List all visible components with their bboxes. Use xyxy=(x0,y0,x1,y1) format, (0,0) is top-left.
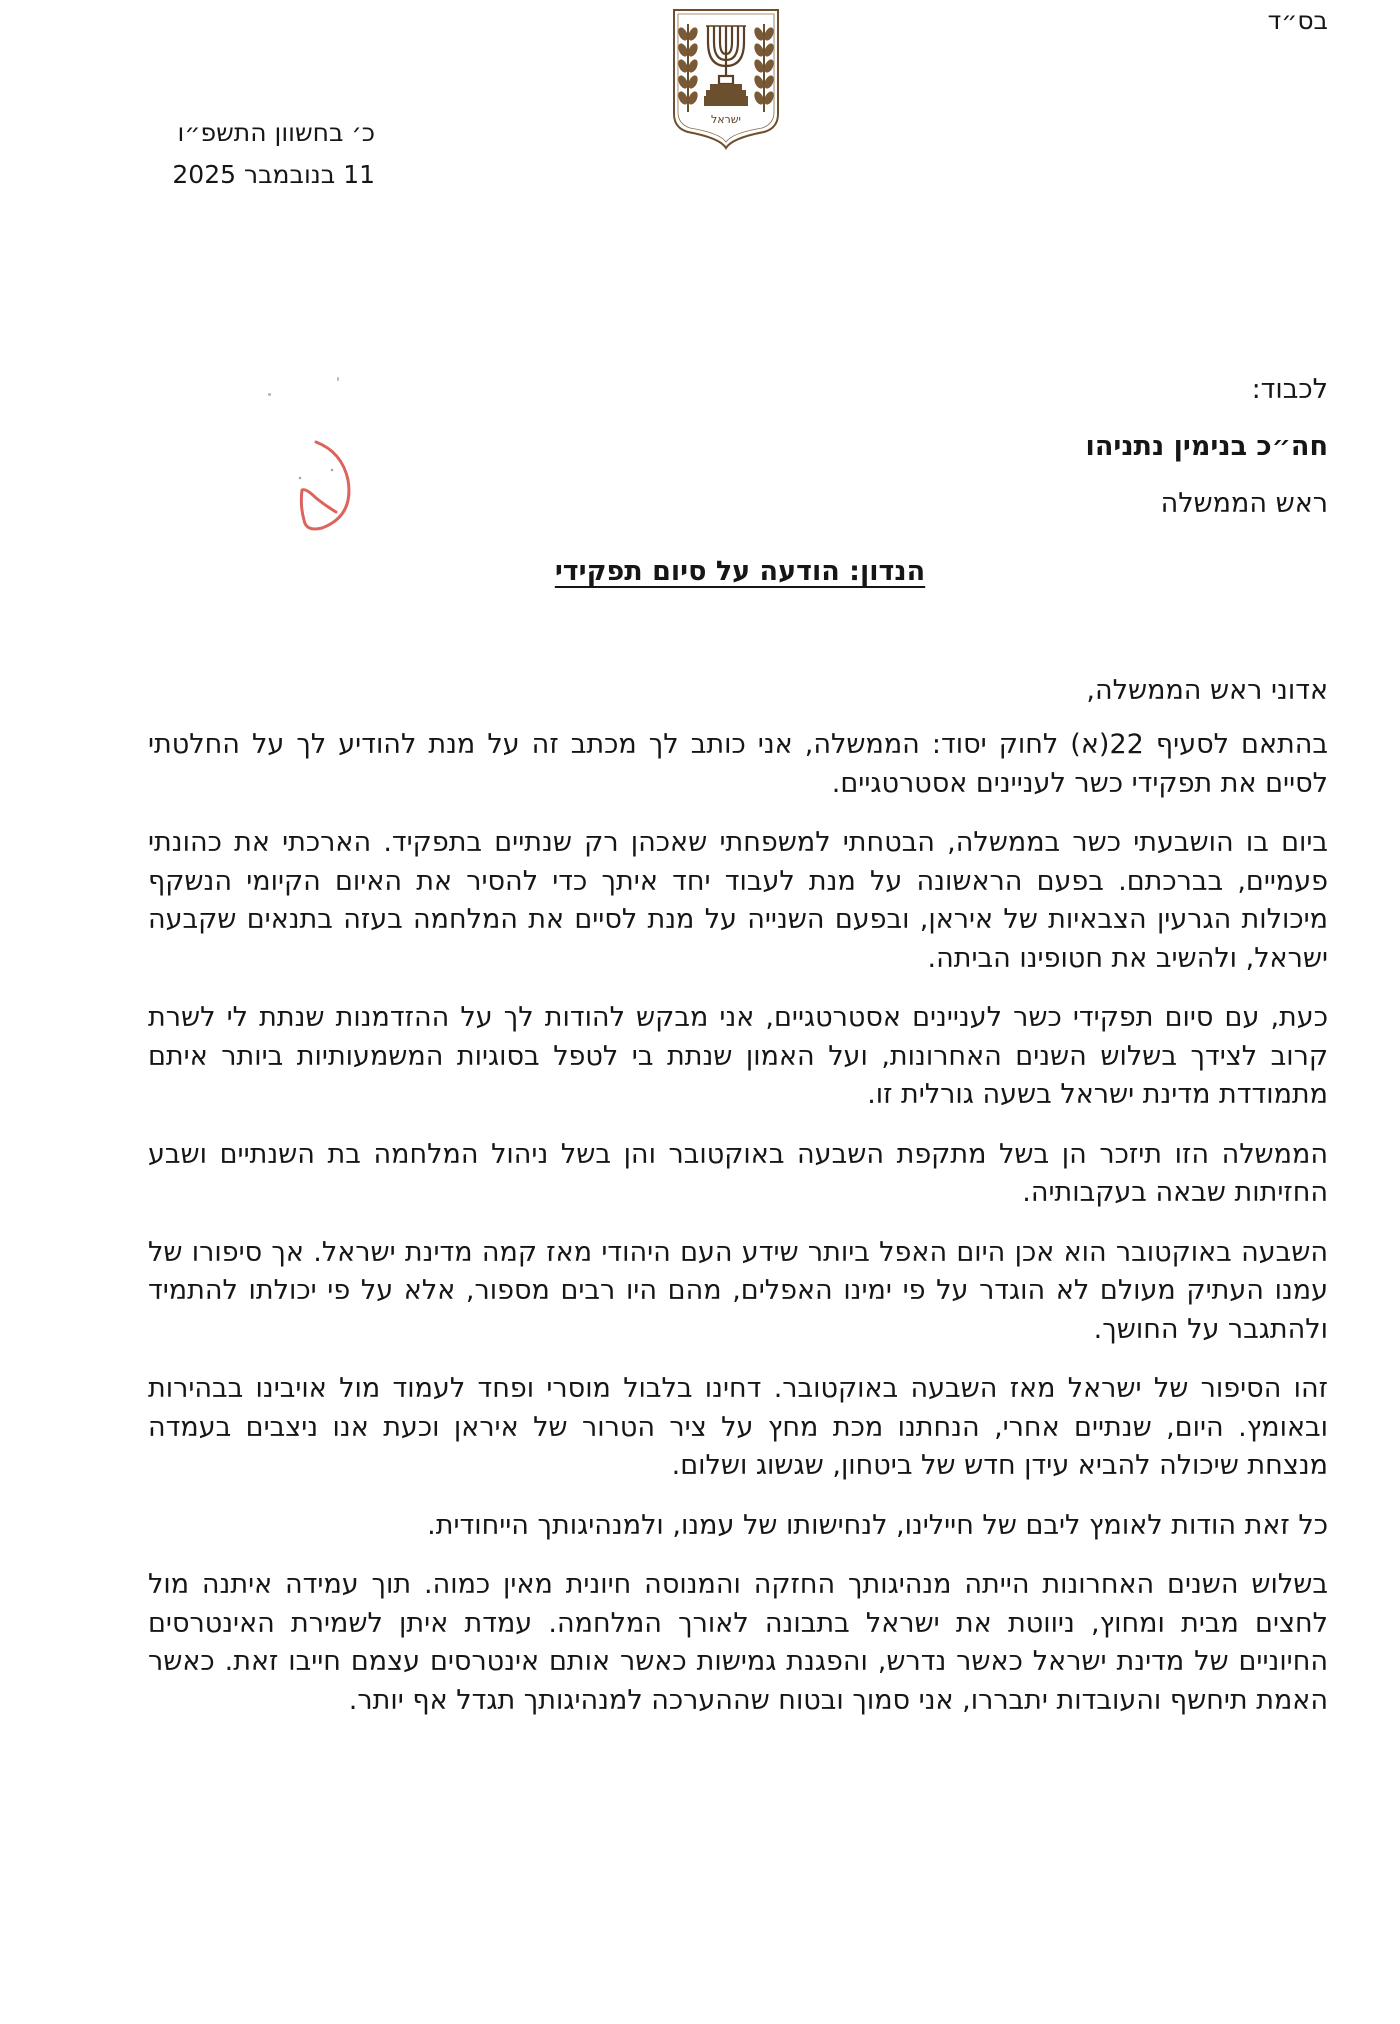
addressee-name: חה״כ בנימין נתניהו xyxy=(1085,431,1328,462)
hebrew-date: כ׳ בחשוון התשפ״ו xyxy=(177,118,375,147)
paragraph: זהו הסיפור של ישראל מאז השבעה באוקטובר. דחינו בלבול מוסרי ופחד לעמוד מול אויבינו בבהירות ובאומץ. היום, שנתיים אחרי, הנחתנו מכת מחץ על ציר הטרור של איראן וכעת אנו ניצבים בעמדה מנצחת שיכולה להביא עידן חדש של ביטחון, שגשוג ושלום. xyxy=(148,1373,1328,1481)
paragraph: הממשלה הזו תיזכר הן בשל מתקפת השבעה באוקטובר והן בשל ניהול המלחמה בת השנתיים ושבע החזיתות שבאה בעקבותיה. xyxy=(148,1138,1328,1208)
paragraph: בהתאם לסעיף 22(א) לחוק יסוד: הממשלה, אני כותב לך מכתב זה על מנת להודיע לך על החלטתי לסיים את תפקידי כשר לעניינים אסטרטגיים. xyxy=(148,729,1329,799)
paragraph: ביום בו הושבעתי כשר בממשלה, הבטחתי למשפחתי שאכהן רק שנתיים בתפקיד. הארכתי את כהונתי פעמיים, בברכתם. בפעם הראשונה על מנת לעבוד יחד איתך כדי להסיר את האיום הקיומי הנשקף מיכולות הגרעין הצבאיות של איראן, ובפעם השנייה על מנת לסיים את המלחמה בעזה בתנאים שקבעה ישראל, ולהשיב את חטופינו הביתה. xyxy=(148,827,1328,974)
addressee-title: ראש הממשלה xyxy=(1160,488,1328,519)
emblem-of-israel-icon xyxy=(670,4,782,150)
gregorian-date: 11 בנובמבר 2025 xyxy=(172,160,375,189)
paragraph: כעת, עם סיום תפקידי כשר לעניינים אסטרטגיים, אני מבקש להודות לך על ההזדמנות שנתת לי לשרת קרוב לצידך בשלוש השנים האחרונות, ועל האמון שנתת בי לטפל בסוגיות המשמעותיות ביותר איתם מתמודדת מדינת ישראל בשעה גורלית זו. xyxy=(148,1002,1328,1110)
scan-speck xyxy=(337,377,339,381)
paragraph: השבעה באוקטובר הוא אכן היום האפל ביותר שידע העם היהודי מאז קמה מדינת ישראל. אך סיפורו של עמנו העתיק מעולם לא הוגדר על פי ימינו האפלים, מהם היו רבים מספור, אלא על פי יכולתו להתמיד ולהתגבר על החושך. xyxy=(148,1236,1328,1345)
addressee-block xyxy=(1086,370,1328,541)
bsd-header: בס״ד xyxy=(1267,6,1328,35)
svg-text:ישראל: ישראל xyxy=(710,113,742,126)
handwritten-red-mark-icon xyxy=(292,428,364,534)
salutation: אדוני ראש הממשלה, xyxy=(1086,675,1328,706)
date-block xyxy=(150,112,375,196)
paragraph: בשלוש השנים האחרונות הייתה מנהיגותך החזקה והמנוסה חיונית מאין כמוה. תוך עמידה איתנה מול לחצים מבית ומחוץ, ניווטת את ישראל בתבונה לאורך המלחמה. עמדת איתן לשמירת האינטרסים החיוניים של מדינת ישראל כאשר נדרש, והפגנת גמישות כאשר אותם אינטרסים עצמם חייבו זאת. כאשר האמת תיחשף והעובדות יתבררו, אני סמוך ובטוח שההערכה למנהיגותך תגדל אף יותר. xyxy=(148,1569,1328,1716)
subject-line: הנדון: הודעה על סיום תפקידי xyxy=(554,556,926,587)
to-label: לכבוד: xyxy=(1251,374,1328,405)
letter-body xyxy=(148,726,1328,1741)
paragraph: כל זאת הודות לאומץ ליבם של חיילינו, לנחישותו של עמנו, ולמנהיגותך הייחודית. xyxy=(427,1509,1328,1541)
scan-speck xyxy=(268,393,271,396)
